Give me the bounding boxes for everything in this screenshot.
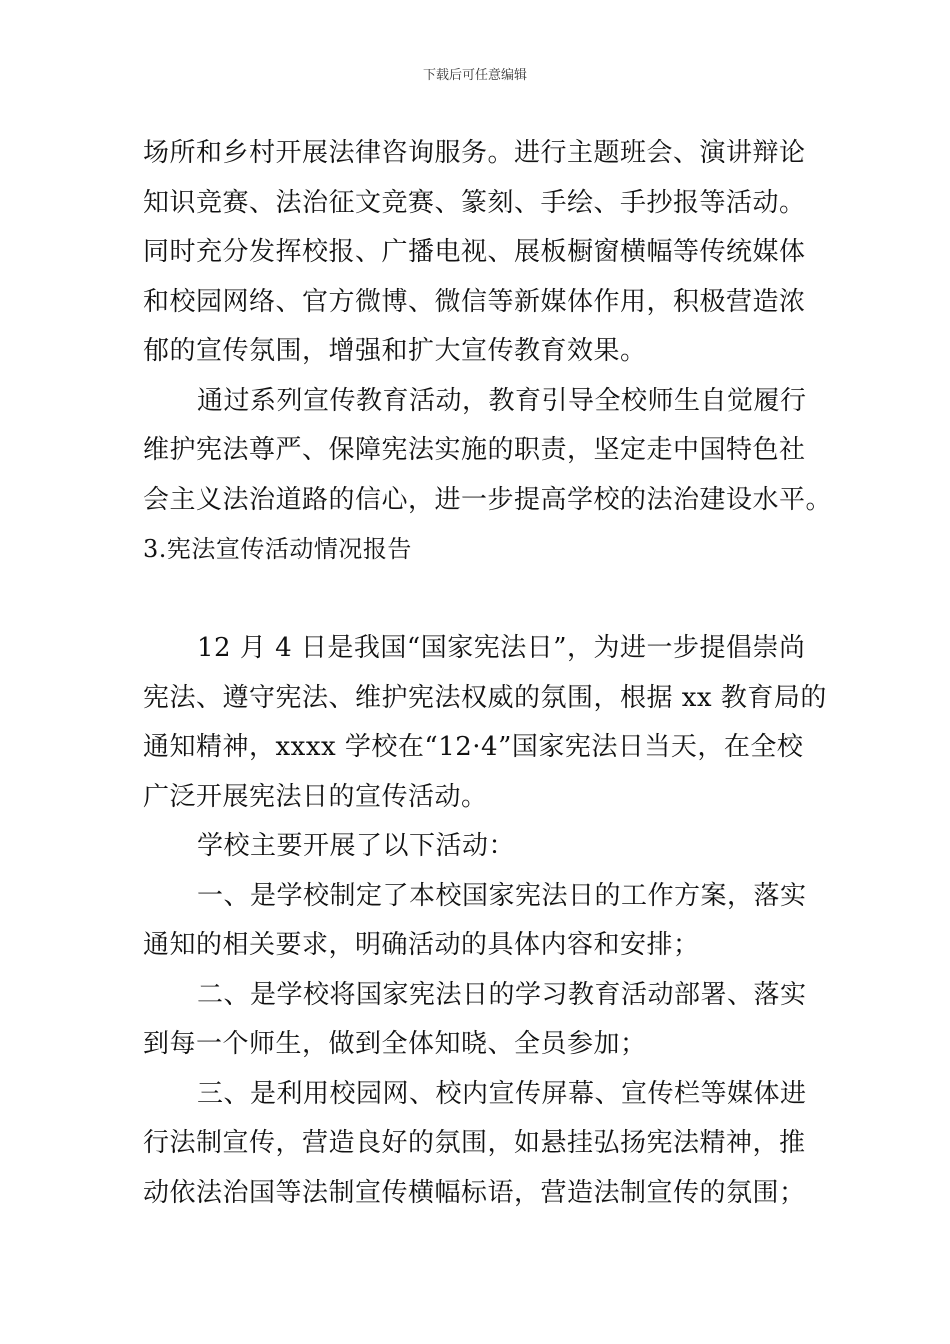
paragraph-first-line: 12 月 4 日是我国“国家宪法日”，为进一步提倡崇尚	[197, 633, 806, 663]
text-line: 动依法治国等法制宣传横幅标语，营造法制宣传的氛围；	[143, 1177, 806, 1208]
text-line: 宪法、遵守宪法、维护宪法权威的氛围，根据 xx 教育局的	[143, 682, 827, 713]
paragraph-first-line: 学校主要开展了以下活动：	[197, 831, 516, 861]
paragraph-first-line: 一、是学校制定了本校国家宪法日的工作方案，落实	[197, 880, 807, 911]
text-line: 和校园网络、官方微博、微信等新媒体作用，积极营造浓	[143, 286, 806, 317]
text-line: 通知的相关要求，明确活动的具体内容和安排；	[143, 930, 700, 960]
paragraph-first-line: 通过系列宣传教育活动，教育引导全校师生自觉履行	[197, 385, 807, 416]
document-body	[143, 129, 833, 1218]
page-header: 下载后可任意编辑	[422, 68, 527, 83]
text-line: 广泛开展宪法日的宣传活动。	[143, 781, 488, 812]
text-line: 郁的宣传氛围，增强和扩大宣传教育效果。	[143, 336, 647, 366]
paragraph-first-line: 二、是学校将国家宪法日的学习教育活动部署、落实	[197, 979, 807, 1010]
text-line: 场所和乡村开展法律咨询服务。进行主题班会、演讲辩论	[143, 138, 806, 168]
text-line: 知识竞赛、法治征文竞赛、篆刻、手绘、手抄报等活动。	[143, 187, 806, 218]
blank-line	[143, 575, 818, 625]
text-line: 会主义法治道路的信心，进一步提高学校的法治建设水平。	[143, 484, 833, 515]
text-line: 到每一个师生，做到全体知晓、全员参加；	[143, 1029, 647, 1059]
text-line: 维护宪法尊严、保障宪法实施的职责，坚定走中国特色社	[143, 435, 806, 465]
text-line: 同时充分发挥校报、广播电视、展板橱窗横幅等传统媒体	[143, 237, 806, 267]
text-line: 通知精神，xxxx 学校在“12·4”国家宪法日当天，在全校	[143, 732, 804, 762]
text-line: 行法制宣传，营造良好的氛围，如悬挂弘扬宪法精神，推	[143, 1128, 806, 1158]
section-heading: 3.宪法宣传活动情况报告	[143, 535, 412, 563]
paragraph-first-line: 三、是利用校园网、校内宣传屏幕、宣传栏等媒体进	[197, 1078, 807, 1109]
